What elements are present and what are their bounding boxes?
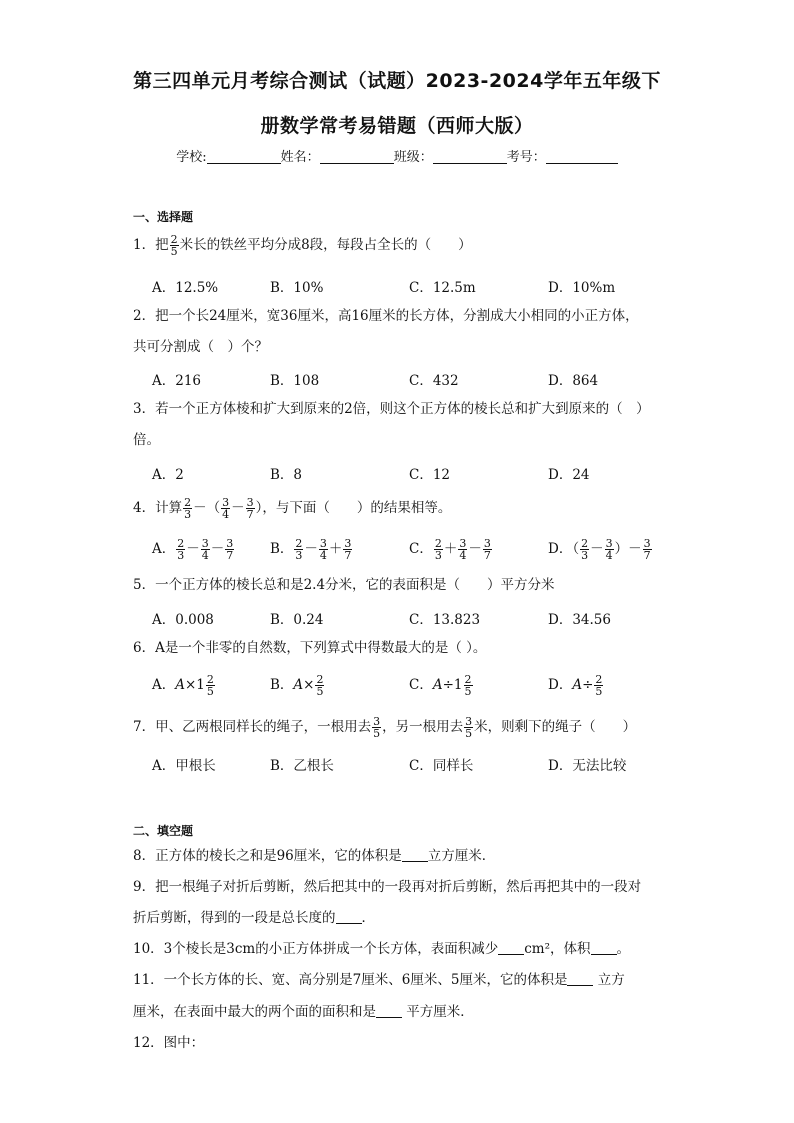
option-a[interactable]: A．0.008 xyxy=(152,612,214,628)
option-d[interactable]: D．（ $\frac{2}{3}$ － $\frac{3}{4}$ ）－ $\frac{3}{7}$ xyxy=(548,537,651,562)
option-a[interactable]: A．216 xyxy=(152,373,202,389)
question-9-line2: 折后剪断，得到的一段是总长度的 ． xyxy=(133,910,375,926)
question-1-options xyxy=(152,276,712,300)
class-blank[interactable] xyxy=(433,149,507,164)
number-label: 考号： xyxy=(506,150,546,165)
option-c[interactable]: C．13.823 xyxy=(409,612,481,628)
answer-blank[interactable] xyxy=(591,942,617,955)
option-d[interactable]: D．10%m xyxy=(548,280,616,296)
question-10: 10．3个棱长是3cm的小正方体拼成一个长方体，表面积减少 cm²，体积 。 xyxy=(133,941,630,957)
question-5-options xyxy=(152,608,712,632)
option-c[interactable]: C．同样长 xyxy=(409,758,474,774)
question-12: 12．图中： xyxy=(133,1035,205,1051)
question-1: 1．把 $\frac{2}{5}$ 米长的铁丝平均分成8段，每段占全长的（ ） xyxy=(133,233,472,258)
question-6-options xyxy=(152,673,712,697)
option-b[interactable]: B．10% xyxy=(270,280,324,296)
exam-title-line1: 第三四单元月考综合测试（试题）2023-2024学年五年级下 xyxy=(133,70,661,92)
question-8: 8．正方体的棱长之和是96厘米，它的体积是 立方厘米． xyxy=(133,848,496,864)
option-d[interactable]: D．864 xyxy=(548,373,599,389)
section-fill-title: 二、填空题 xyxy=(133,824,194,838)
option-b[interactable]: B．A× $\frac{2}{5}$ xyxy=(270,673,324,698)
student-info-line xyxy=(0,146,794,165)
question-9-line1: 9．把一根绳子对折后剪断，然后把其中的一段再对折后剪断，然后再把其中的一段对 xyxy=(133,879,642,895)
option-d[interactable]: D．24 xyxy=(548,467,590,483)
option-b[interactable]: B．108 xyxy=(270,373,320,389)
option-b[interactable]: B．0.24 xyxy=(270,612,324,628)
fraction: $\frac{3}{7}$ xyxy=(246,496,254,521)
answer-blank[interactable] xyxy=(567,973,593,986)
question-11-line2: 厘米，在表面中最大的两个面的面积和是 平方厘米． xyxy=(133,1004,474,1020)
question-2-options xyxy=(152,369,712,393)
number-blank[interactable] xyxy=(546,149,618,164)
option-d[interactable]: D．无法比较 xyxy=(548,758,627,774)
fraction: $\frac{2}{3}$ xyxy=(184,496,192,521)
question-6: 6．A是一个非零的自然数，下列算式中得数最大的是（ ）。 xyxy=(133,640,487,656)
school-blank[interactable] xyxy=(207,149,281,164)
option-a[interactable]: A．2 xyxy=(152,467,184,483)
question-2-line2: 共可分割成（ ）个？ xyxy=(133,339,268,355)
option-c[interactable]: C．12.5m xyxy=(409,280,476,296)
question-4-options xyxy=(152,537,712,561)
question-7-options xyxy=(152,754,712,778)
answer-blank[interactable] xyxy=(336,911,362,924)
option-c[interactable]: C．A÷1 $\frac{2}{5}$ xyxy=(409,673,472,698)
option-c[interactable]: C．12 xyxy=(409,467,451,483)
answer-blank[interactable] xyxy=(498,942,524,955)
section-choice-title: 一、选择题 xyxy=(133,210,194,224)
option-a[interactable]: A． $\frac{2}{3}$ － $\frac{3}{4}$ － $\frac{3}{7}$ xyxy=(152,537,234,562)
question-3-options xyxy=(152,463,712,487)
name-label: 姓名： xyxy=(280,150,320,165)
question-2-line1: 2．把一个长24厘米，宽36厘米，高16厘米的长方体，分割成大小相同的小正方体， xyxy=(133,308,639,324)
answer-blank[interactable] xyxy=(376,1005,402,1018)
option-b[interactable]: B． $\frac{2}{3}$ － $\frac{3}{4}$ ＋ $\frac{3}{7}$ xyxy=(270,537,352,562)
fraction: $\frac{3}{4}$ xyxy=(222,496,230,521)
option-c[interactable]: C． $\frac{2}{3}$ ＋ $\frac{3}{4}$ － $\frac{3}{7}$ xyxy=(409,537,491,562)
question-7: 7．甲、乙两根同样长的绳子，一根用去 $\frac{3}{5}$ ，另一根用去 $\frac{3}{5}$ 米，则剩下的绳子（ ） xyxy=(133,715,637,740)
option-c[interactable]: C．432 xyxy=(409,373,459,389)
name-blank[interactable] xyxy=(320,149,394,164)
option-a[interactable]: A．A×1 $\frac{2}{5}$ xyxy=(152,673,214,698)
option-b[interactable]: B．8 xyxy=(270,467,303,483)
question-5: 5．一个正方体的棱长总和是2.4分米，它的表面积是（ ）平方分米 xyxy=(133,577,555,593)
option-a[interactable]: A．12.5% xyxy=(152,280,219,296)
school-label: 学校: xyxy=(176,150,207,165)
question-11-line1: 11．一个长方体的长、宽、高分别是7厘米、6厘米、5厘米，它的体积是 立方 xyxy=(133,972,625,988)
question-3-line1: 3．若一个正方体棱和扩大到原来的2倍，则这个正方体的棱长总和扩大到原来的（ ） xyxy=(133,401,650,417)
answer-blank[interactable] xyxy=(402,849,428,862)
option-d[interactable]: D．34.56 xyxy=(548,612,611,628)
option-d[interactable]: D．A÷ $\frac{2}{5}$ xyxy=(548,673,603,698)
fraction: $\frac{2}{5}$ xyxy=(170,233,178,258)
option-b[interactable]: B．乙根长 xyxy=(270,758,334,774)
question-4: 4．计算 $\frac{2}{3}$ －（ $\frac{3}{4}$ － $\frac{3}{7}$ ），与下面（ ）的结果相等。 xyxy=(133,496,452,521)
option-a[interactable]: A．甲根长 xyxy=(152,758,216,774)
class-label: 班级： xyxy=(393,150,433,165)
exam-title-line2: 册数学常考易错题（西师大版） xyxy=(260,115,534,137)
question-3-line2: 倍。 xyxy=(133,432,160,448)
